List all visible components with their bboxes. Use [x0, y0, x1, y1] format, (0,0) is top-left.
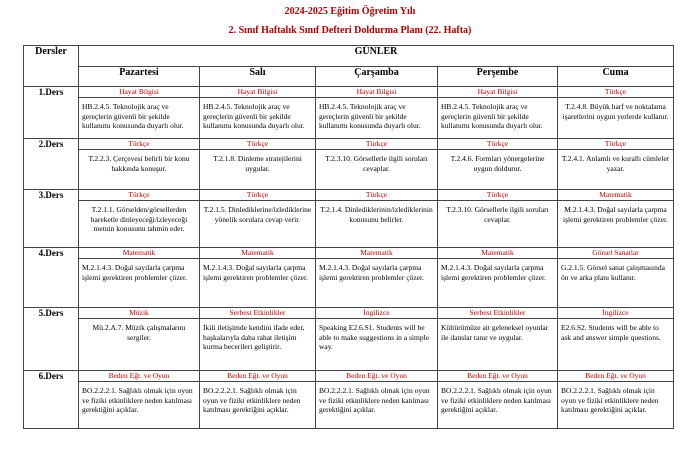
subject-label: Türkçe	[316, 190, 437, 201]
document-title: 2024-2025 Eğitim Öğretim Yılı	[284, 6, 416, 17]
plan-cell	[79, 248, 200, 308]
plan-cell	[558, 248, 674, 308]
objective-text: Kültürümüze ait geleneksel oyunlar ile danslar tanır ve uygular.	[441, 323, 549, 342]
objective-text: İkili iletişimde kendini ifade eder, başkalarıyla daha rahat iletişim kurma becerileri geliştirir.	[203, 323, 305, 351]
objective-text: E2.6.S2. Students will be able to ask and answer simple questions.	[561, 323, 661, 342]
objective-text: M.2.1.4.3. Doğal sayılarla çarpma işlemi gerektiren problemler çözer.	[82, 263, 187, 282]
subject-label: Görsel Sanatlar	[558, 248, 673, 259]
objective-text: Mü.2.A.7. Müzik çalışmalarını sergiler.	[92, 323, 186, 342]
plan-cell	[316, 190, 438, 248]
subject-label: Türkçe	[558, 87, 673, 98]
objective-text: T.2.1.1. Görselden/görsellerden hareketle dinleyeceği/izleyeceği metnin konusunu tahmin eder.	[90, 205, 188, 233]
plan-cell	[200, 308, 316, 371]
subject-label: Matematik	[79, 248, 199, 259]
plan-cell	[316, 248, 438, 308]
subject-label: Hayat Bilgisi	[316, 87, 437, 98]
objective-text: BO.2.2.2.1. Sağlıklı olmak için oyun ve fiziki etkinliklere neden katılması gerektiğini açıklar.	[441, 386, 552, 414]
objective-text: T.2.4.6. Formları yönergelerine uygun doldurur.	[450, 154, 545, 173]
plan-cell	[200, 248, 316, 308]
subject-label: Türkçe	[438, 190, 557, 201]
objective-text: BO.2.2.2.1. Sağlıklı olmak için oyun ve fiziki etkinliklere neden katılması gerektiğini açıklar.	[82, 386, 193, 414]
subject-label: Serbest Etkinlikler	[200, 308, 315, 319]
subject-label: Matematik	[200, 248, 315, 259]
table-row	[24, 248, 674, 308]
objective-text: T.2.3.10. Görsellerle ilgili soruları cevaplar.	[446, 205, 549, 224]
plan-cell	[200, 190, 316, 248]
lesson-label: 4.Ders	[24, 248, 79, 308]
lesson-label: 6.Ders	[24, 371, 79, 429]
plan-cell	[438, 248, 558, 308]
subject-label: Türkçe	[79, 139, 199, 150]
day-header: Perşembe	[438, 66, 558, 87]
plan-cell	[438, 139, 558, 190]
subject-label: Türkçe	[438, 139, 557, 150]
plan-cell	[316, 87, 438, 139]
plan-cell	[316, 308, 438, 371]
subject-label: Beden Eğt. ve Oyun	[79, 371, 199, 382]
day-header: Çarşamba	[316, 66, 438, 87]
subject-label: Matematik	[438, 248, 557, 259]
objective-text: BO.2.2.2.1. Sağlıklı olmak için oyun ve fiziki etkinliklere neden katılması gerektiğini açıklar.	[319, 386, 430, 414]
objective-text: T.2.3.10. Görsellerle ilgili soruları cevaplar.	[325, 154, 428, 173]
lesson-label: 1.Ders	[24, 87, 79, 139]
plan-cell	[79, 308, 200, 371]
subject-label: Beden Eğt. ve Oyun	[438, 371, 557, 382]
dersler-header: Dersler	[24, 46, 79, 87]
plan-cell	[558, 87, 674, 139]
document-subtitle: 2. Sınıf Haftalık Sınıf Defteri Doldurma Planı (22. Hafta)	[228, 25, 472, 36]
subject-label: Beden Eğt. ve Oyun	[316, 371, 437, 382]
subject-label: Müzik	[79, 308, 199, 319]
lesson-label: 5.Ders	[24, 308, 79, 371]
table-row	[24, 139, 674, 190]
table-row	[24, 371, 674, 429]
plan-cell	[79, 371, 200, 429]
objective-text: HB.2.4.5. Teknolojik araç ve gereçlerin güvenli bir şekilde kullanımı konusunda duyarlı olur.	[203, 102, 305, 130]
plan-cell	[558, 308, 674, 371]
day-header: Cuma	[558, 66, 674, 87]
plan-cell	[79, 190, 200, 248]
day-header: Pazartesi	[79, 66, 200, 87]
objective-text: T.2.1.8. Dinleme stratejilerini uygular.	[213, 154, 302, 173]
plan-cell	[316, 371, 438, 429]
table-row	[24, 190, 674, 248]
subject-label: İngilizce	[558, 308, 673, 319]
subject-label: Hayat Bilgisi	[79, 87, 199, 98]
subject-label: Türkçe	[200, 139, 315, 150]
plan-cell	[558, 371, 674, 429]
subject-label: Türkçe	[558, 139, 673, 150]
plan-cell	[79, 139, 200, 190]
objective-text: T.2.4.8. Büyük harf ve noktalama işaretlerini uygun yerlerde kullanır.	[562, 102, 669, 121]
subject-label: Beden Eğt. ve Oyun	[200, 371, 315, 382]
objective-text: M.2.1.4.3. Doğal sayılarla çarpma işlemi gerektiren problemler çözer.	[563, 205, 668, 224]
subject-label: Türkçe	[200, 190, 315, 201]
table-row	[24, 87, 674, 139]
plan-cell	[438, 308, 558, 371]
plan-cell	[79, 87, 200, 139]
objective-text: T.2.4.1. Anlamlı ve kurallı cümleler yazar.	[561, 154, 670, 173]
objective-text: BO.2.2.2.1. Sağlıklı olmak için oyun ve fiziki etkinliklere neden katılması gerektiğini açıklar.	[561, 386, 659, 414]
day-header: Salı	[200, 66, 316, 87]
objective-text: T.2.1.5. Dinlediklerine/izlediklerine yönelik sorulara cevap verir.	[203, 205, 312, 224]
objective-text: T.2.2.3. Çerçevesi belirli bir konu hakkında konuşur.	[88, 154, 190, 173]
subject-label: Serbest Etkinlikler	[438, 308, 557, 319]
subject-label: Türkçe	[316, 139, 437, 150]
subject-label: Türkçe	[79, 190, 199, 201]
objective-text: BO.2.2.2.1. Sağlıklı olmak için oyun ve fiziki etkinliklere neden katılması gerektiğini açıklar.	[203, 386, 301, 414]
subject-label: Matematik	[316, 248, 437, 259]
objective-text: HB.2.4.5. Teknolojik araç ve gereçlerin güvenli bir şekilde kullanımı konusunda duyarlı olur.	[441, 102, 543, 130]
gunler-header: GÜNLER	[79, 46, 674, 67]
objective-text: HB.2.4.5. Teknolojik araç ve gereçlerin güvenli bir şekilde kullanımı konusunda duyarlı olur.	[82, 102, 184, 130]
subject-label: Beden Eğt. ve Oyun	[558, 371, 673, 382]
objective-text: M.2.1.4.3. Doğal sayılarla çarpma işlemi gerektiren problemler çözer.	[319, 263, 424, 282]
plan-cell	[316, 139, 438, 190]
objective-text: G.2.1.5. Görsel sanat çalışmasında ön ve arka planı kullanır.	[561, 263, 665, 282]
weekly-plan-table	[23, 45, 674, 429]
subject-label: Matematik	[558, 190, 673, 201]
plan-cell	[558, 139, 674, 190]
plan-cell	[438, 87, 558, 139]
objective-text: Speaking E2.6.S1. Students will be able to make suggestions in a simple way.	[319, 323, 429, 351]
objective-text: M.2.1.4.3. Doğal sayılarla çarpma işlemi gerektiren problemler çözer.	[203, 263, 308, 282]
plan-cell	[438, 371, 558, 429]
plan-cell	[200, 139, 316, 190]
subject-label: Hayat Bilgisi	[200, 87, 315, 98]
lesson-label: 3.Ders	[24, 190, 79, 248]
objective-text: HB.2.4.5. Teknolojik araç ve gereçlerin güvenli bir şekilde kullanımı konusunda duyarlı olur.	[319, 102, 421, 130]
lesson-label: 2.Ders	[24, 139, 79, 190]
objective-text: M.2.1.4.3. Doğal sayılarla çarpma işlemi gerektiren problemler çözer.	[441, 263, 546, 282]
objective-text: T.2.1.4. Dinlediklerinin/izlediklerinin konusunu belirler.	[320, 205, 433, 224]
plan-cell	[558, 190, 674, 248]
subject-label: Hayat Bilgisi	[438, 87, 557, 98]
plan-cell	[200, 371, 316, 429]
plan-cell	[438, 190, 558, 248]
plan-cell	[200, 87, 316, 139]
subject-label: İngilizce	[316, 308, 437, 319]
table-row	[24, 308, 674, 371]
